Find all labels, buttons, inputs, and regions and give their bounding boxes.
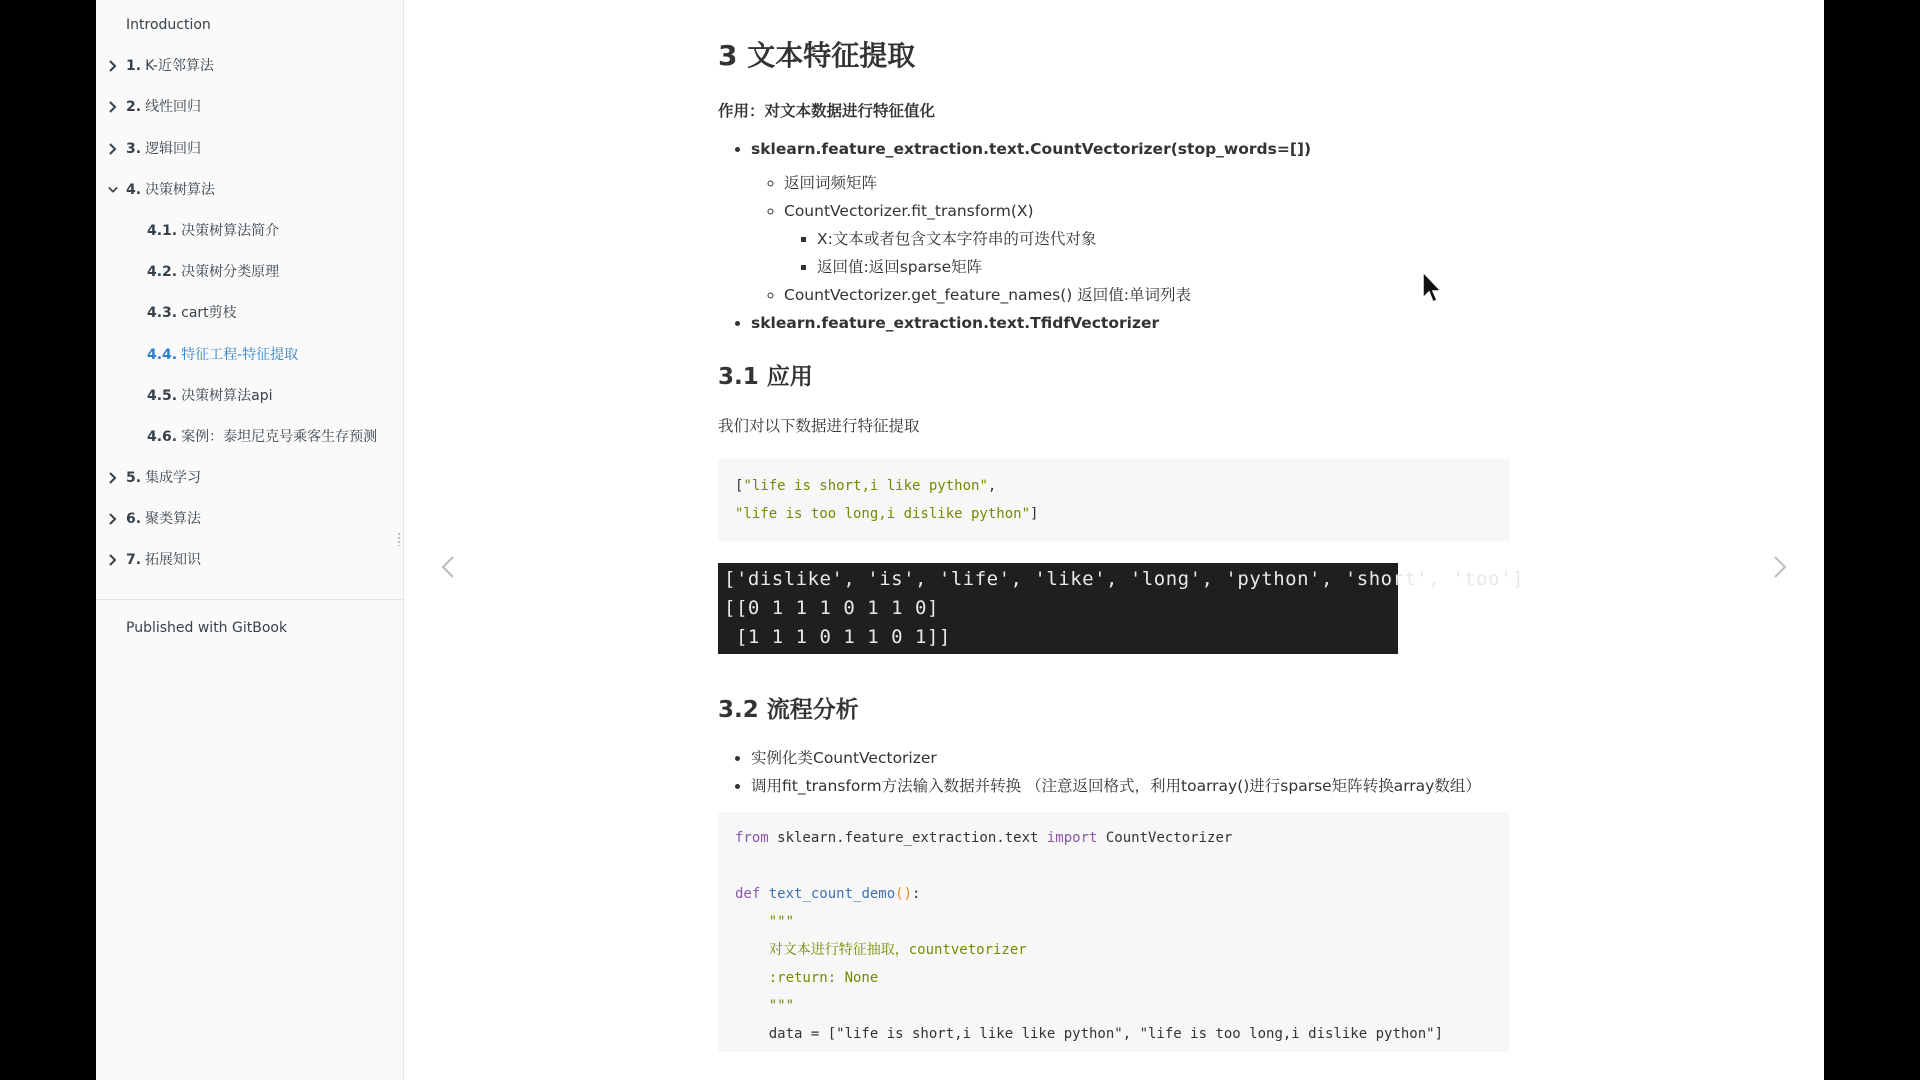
sidebar-item-text: 线性回归 bbox=[145, 99, 202, 116]
code-token: , bbox=[987, 478, 997, 494]
list-item bbox=[751, 311, 1510, 335]
previous-page-arrow-icon[interactable] bbox=[436, 553, 460, 581]
api-tfidfvectorizer: sklearn.feature_extraction.text.TfidfVectorizer bbox=[751, 314, 1160, 332]
api-list bbox=[718, 137, 1510, 335]
sidebar-item[interactable] bbox=[96, 336, 403, 377]
code-line: data = ["life is short,i like like python", "life is too long,i dislike python"] bbox=[735, 1026, 1444, 1042]
sidebar-item[interactable] bbox=[96, 171, 403, 212]
sidebar-item[interactable] bbox=[96, 212, 403, 253]
chevron-right-icon[interactable] bbox=[106, 500, 120, 538]
section-heading-3-1: 3.1 应用 bbox=[718, 364, 813, 390]
sidebar-item-text: cart剪枝 bbox=[181, 305, 237, 322]
sidebar-item-number: 2. bbox=[126, 99, 142, 116]
output-line: [[0 1 1 1 0 1 1 0] bbox=[724, 597, 939, 619]
sidebar-item-text: 决策树算法简介 bbox=[181, 222, 280, 239]
sidebar-item-number: 4.6. bbox=[147, 428, 178, 445]
code-string: "life is too long,i dislike python" bbox=[735, 506, 1031, 522]
chevron-right-icon[interactable] bbox=[106, 130, 120, 168]
published-with-gitbook-link[interactable]: Published with GitBook bbox=[126, 619, 288, 636]
chevron-down-icon[interactable] bbox=[106, 171, 120, 209]
sidebar-item-text: 特征工程-特征提取 bbox=[181, 346, 299, 363]
list-item: • 实例化类CountVectorizer bbox=[751, 746, 1510, 770]
code-keyword: from bbox=[735, 830, 769, 846]
sidebar-item-label bbox=[126, 171, 215, 209]
code-keyword: def bbox=[735, 886, 761, 902]
list-item: ◦ 返回词频矩阵 bbox=[784, 171, 1510, 195]
list-item: ◦ CountVectorizer.get_feature_names() 返回值:单词列表 bbox=[784, 283, 1510, 307]
sidebar-item-label bbox=[147, 418, 377, 456]
list-item: • 调用fit_transform方法输入数据并转换 （注意返回格式，利用toarray()进行sparse矩阵转换array数组） bbox=[751, 774, 1510, 798]
sidebar-item[interactable] bbox=[96, 500, 403, 541]
api-sub-list bbox=[751, 171, 1510, 307]
list-item: ▪ X:文本或者包含文本字符串的可迭代对象 bbox=[817, 227, 1510, 251]
main-content bbox=[404, 0, 1824, 1080]
sidebar-item-label bbox=[126, 500, 201, 538]
sidebar-item[interactable] bbox=[96, 47, 403, 88]
sidebar-item-number: 4.3. bbox=[147, 305, 178, 322]
sidebar-item-label bbox=[147, 377, 272, 415]
list-item bbox=[784, 199, 1510, 279]
sidebar-item-text: 决策树算法api bbox=[181, 387, 273, 404]
output-line: [1 1 1 0 1 1 0 1]] bbox=[724, 626, 951, 648]
sidebar-divider bbox=[96, 599, 403, 600]
sidebar-item[interactable] bbox=[96, 541, 403, 582]
chevron-right-icon[interactable] bbox=[106, 541, 120, 579]
sidebar-item-text: 逻辑回归 bbox=[145, 140, 202, 157]
code-docstring: """ bbox=[735, 914, 795, 930]
code-token: ] bbox=[1030, 506, 1039, 522]
section-intro-text: 我们对以下数据进行特征提取 bbox=[718, 417, 920, 435]
sidebar-item-number: 1. bbox=[126, 58, 142, 75]
code-token: () bbox=[895, 886, 913, 902]
sidebar-item-number: 4.4. bbox=[147, 346, 178, 363]
steps-list bbox=[718, 746, 1510, 798]
sidebar-item[interactable] bbox=[96, 459, 403, 500]
chevron-right-icon[interactable] bbox=[106, 459, 120, 497]
sidebar-item-number: 3. bbox=[126, 140, 142, 157]
api-countvectorizer: sklearn.feature_extraction.text.CountVectorizer(stop_words=[]) bbox=[751, 140, 1312, 158]
next-page-arrow-icon[interactable] bbox=[1768, 553, 1792, 581]
sidebar-item[interactable] bbox=[96, 253, 403, 294]
sidebar-item-label bbox=[126, 541, 201, 579]
code-docstring: 对文本进行特征抽取，countvetorizer bbox=[735, 942, 1027, 958]
sidebar-item-number: 4.5. bbox=[147, 387, 178, 404]
sidebar-item-label bbox=[126, 47, 214, 85]
sidebar-item-number: 7. bbox=[126, 552, 142, 569]
sidebar-item-label bbox=[147, 253, 279, 291]
sidebar-item-number: 5. bbox=[126, 470, 142, 487]
list-item: ▪ 返回值:返回sparse矩阵 bbox=[817, 255, 1510, 279]
sidebar-item[interactable] bbox=[96, 88, 403, 129]
sidebar-item-text: 案例：泰坦尼克号乘客生存预测 bbox=[181, 428, 378, 445]
list-item bbox=[751, 137, 1510, 307]
sidebar-item-text: 拓展知识 bbox=[145, 552, 202, 569]
code-string: "life is short,i like python" bbox=[743, 478, 988, 494]
code-token: : bbox=[912, 886, 921, 902]
gitbook-window bbox=[96, 0, 1824, 1080]
sidebar-item-text: 决策树分类原理 bbox=[181, 264, 280, 281]
purpose-text: 作用：对文本数据进行特征值化 bbox=[718, 102, 936, 120]
sidebar-item-label bbox=[147, 212, 279, 250]
sidebar-item-text: 聚类算法 bbox=[145, 511, 202, 528]
sidebar-item-label bbox=[126, 459, 201, 497]
code-token: CountVectorizer bbox=[1097, 830, 1233, 846]
mouse-cursor-icon bbox=[1421, 270, 1445, 306]
output-screenshot-image bbox=[718, 563, 1524, 654]
sidebar bbox=[96, 0, 404, 1080]
chevron-right-icon[interactable] bbox=[106, 47, 120, 85]
sidebar-item[interactable] bbox=[96, 377, 403, 418]
section-heading-3-2: 3.2 流程分析 bbox=[718, 697, 859, 723]
fit-transform-sub-list bbox=[784, 227, 1510, 279]
sidebar-item-number: 4. bbox=[126, 181, 142, 198]
code-token: sklearn.feature_extraction.text bbox=[768, 830, 1047, 846]
sidebar-item-label bbox=[126, 88, 201, 126]
sidebar-item-text: Introduction bbox=[126, 17, 211, 33]
sidebar-item-text: 集成学习 bbox=[145, 470, 202, 487]
code-function-name: text_count_demo bbox=[760, 886, 896, 902]
sidebar-resize-handle[interactable] bbox=[397, 532, 401, 546]
page-title: 3 文本特征提取 bbox=[718, 39, 916, 72]
code-keyword: import bbox=[1046, 830, 1098, 846]
sidebar-item[interactable] bbox=[96, 130, 403, 171]
sidebar-item[interactable] bbox=[96, 418, 403, 459]
sidebar-item-text: 决策树算法 bbox=[145, 181, 216, 198]
sidebar-item-label bbox=[126, 6, 211, 44]
sidebar-item-text: K-近邻算法 bbox=[145, 58, 214, 75]
page-body bbox=[718, 0, 1524, 1052]
sidebar-item[interactable] bbox=[96, 294, 403, 335]
code-docstring: """ bbox=[735, 998, 795, 1014]
output-line: ['dislike', 'is', 'life', 'like', 'long', 'python', 'short', 'too'] bbox=[724, 568, 1524, 590]
code-block-input-data bbox=[718, 459, 1510, 541]
code-token: [ bbox=[735, 478, 744, 494]
sidebar-item-label bbox=[126, 130, 201, 168]
sidebar-item-number: 6. bbox=[126, 511, 142, 528]
chevron-right-icon[interactable] bbox=[106, 88, 120, 126]
sidebar-item-label bbox=[147, 336, 298, 374]
fit-transform-text: CountVectorizer.fit_transform(X) bbox=[784, 202, 1034, 220]
sidebar-nav bbox=[96, 0, 403, 583]
sidebar-item-label bbox=[147, 294, 237, 332]
code-docstring: :return: None bbox=[735, 970, 879, 986]
sidebar-item-number: 4.2. bbox=[147, 264, 178, 281]
code-block-demo bbox=[718, 812, 1510, 1052]
sidebar-item-number: 4.1. bbox=[147, 222, 178, 239]
sidebar-item[interactable] bbox=[96, 6, 403, 47]
